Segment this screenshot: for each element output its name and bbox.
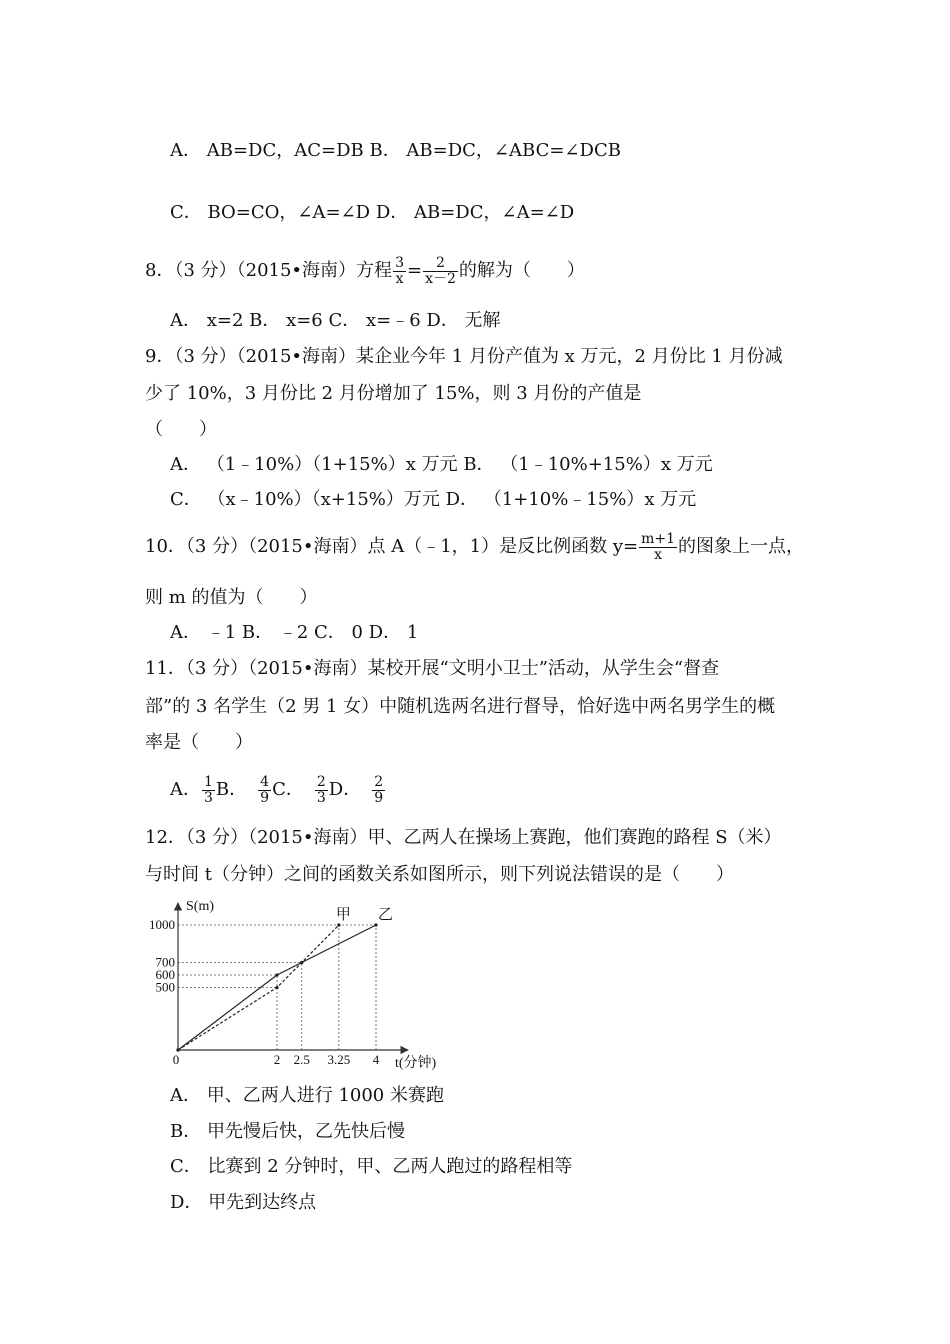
q11-opt-c-num: 2 bbox=[316, 773, 326, 790]
q11-options bbox=[170, 770, 386, 810]
q9-line3: （ ） bbox=[145, 419, 217, 440]
q11-line1: 11．（3 分）（2015•海南）某校开展“文明小卫士”活动，从学生会“督查 bbox=[145, 658, 720, 679]
y-axis-label: S(m) bbox=[186, 899, 214, 914]
q10-options: A． ﹣1 B． ﹣2 C． 0 D． 1 bbox=[170, 622, 419, 643]
q10-fraction bbox=[639, 532, 677, 563]
q10-stem-suffix: 的图象上一点， bbox=[678, 536, 805, 557]
q8-stem-prefix: 8．（3 分）（2015•海南）方程 bbox=[145, 260, 393, 281]
q11-opt-d-num: 2 bbox=[374, 773, 384, 790]
q8-stem bbox=[145, 254, 585, 288]
q12-distance-time-chart bbox=[130, 895, 460, 1075]
q11-opt-c-label: C． bbox=[272, 779, 304, 800]
q11-line2: 部”的 3 名学生（2 男 1 女）中随机选两名进行督导，恰好选中两名男学生的概 bbox=[145, 696, 776, 717]
q8-equals: = bbox=[406, 260, 423, 281]
q9-line2: 少了 10%，3 月份比 2 月份增加了 15%，则 3 月份的产值是 bbox=[145, 383, 642, 404]
q8-stem-suffix: 的解为（ ） bbox=[458, 260, 585, 281]
x-tick-label: 3.25 bbox=[327, 1052, 351, 1067]
x-tick-label: 2.5 bbox=[293, 1052, 310, 1067]
q12-option-b: B． 甲先慢后快，乙先快后慢 bbox=[170, 1121, 405, 1142]
q10-line2: 则 m 的值为（ ） bbox=[145, 587, 318, 608]
x-tick-label: 2 bbox=[273, 1052, 281, 1067]
q10-frac-num: m+1 bbox=[641, 530, 676, 547]
q8-fraction-1 bbox=[393, 256, 406, 287]
q7-options-ab: A． AB=DC，AC=DB B． AB=DC，∠ABC=∠DCB bbox=[170, 140, 621, 161]
x-tick-label: 4 bbox=[372, 1052, 380, 1067]
q12-option-a: A． 甲、乙两人进行 1000 米赛跑 bbox=[170, 1085, 444, 1106]
q12-line2: 与时间 t（分钟）之间的函数关系如图所示，则下列说法错误的是（ ） bbox=[145, 864, 734, 885]
q10-stem-prefix: 10．（3 分）（2015•海南）点 A（﹣1，1）是反比例函数 y= bbox=[145, 536, 639, 557]
q11-opt-a-fraction bbox=[202, 775, 215, 806]
data-point bbox=[275, 973, 278, 976]
data-point bbox=[176, 1048, 179, 1051]
x-tick-label: 0 bbox=[172, 1052, 180, 1067]
y-tick-label: 700 bbox=[155, 954, 175, 970]
q10-stem bbox=[145, 530, 804, 564]
q11-opt-b-fraction bbox=[258, 775, 271, 806]
q8-frac1-num: 3 bbox=[395, 254, 404, 271]
q11-line3: 率是（ ） bbox=[145, 732, 253, 753]
q8-fraction-2 bbox=[423, 256, 458, 287]
data-point bbox=[300, 961, 303, 964]
q12-option-d: D． 甲先到达终点 bbox=[170, 1192, 317, 1213]
q8-frac2-num: 2 bbox=[423, 256, 458, 272]
q9-options-cd: C． （x﹣10%）（x+15%）万元 D． （1+10%﹣15%）x 万元 bbox=[170, 489, 697, 510]
q11-opt-a-den: 3 bbox=[204, 789, 213, 806]
q11-opt-b-num: 4 bbox=[260, 773, 270, 790]
q11-opt-d-den: 9 bbox=[374, 789, 384, 806]
q11-opt-d-fraction bbox=[372, 775, 385, 806]
q11-opt-d-label: D． bbox=[328, 779, 362, 800]
y-tick-label: 500 bbox=[155, 979, 175, 995]
q11-opt-c-fraction bbox=[315, 775, 328, 806]
q11-opt-b-den: 9 bbox=[260, 789, 270, 806]
q12-option-c: C． 比赛到 2 分钟时，甲、乙两人跑过的路程相等 bbox=[170, 1156, 573, 1177]
series-label-yi: 乙 bbox=[378, 907, 394, 923]
q7-options-cd: C． BO=CO，∠A=∠D D． AB=DC，∠A=∠D bbox=[170, 202, 575, 223]
q9-line1: 9．（3 分）（2015•海南）某企业今年 1 月份产值为 x 万元，2 月份比 1 月份减 bbox=[145, 346, 783, 367]
q12-line1: 12．（3 分）（2015•海南）甲、乙两人在操场上赛跑，他们赛跑的路程 S（米） bbox=[145, 827, 782, 848]
y-tick-label: 1000 bbox=[149, 917, 175, 932]
q11-opt-a-num: 1 bbox=[204, 773, 213, 790]
data-point bbox=[337, 923, 340, 926]
q11-opt-a-label: A． bbox=[170, 779, 201, 800]
series-label-jia: 甲 bbox=[335, 907, 351, 923]
q8-frac1-den: x bbox=[395, 270, 404, 287]
q10-frac-den: x bbox=[654, 546, 663, 563]
data-point bbox=[374, 923, 377, 926]
q9-options-ab: A． （1﹣10%）（1+15%）x 万元 B． （1﹣10%+15%）x 万元 bbox=[170, 454, 713, 475]
q8-frac2-den: x－2 bbox=[425, 270, 456, 287]
q11-opt-c-den: 3 bbox=[316, 789, 326, 806]
y-tick-label: 600 bbox=[155, 967, 175, 982]
x-axis-label: t(分钟) bbox=[395, 1056, 437, 1071]
q11-opt-b-label: B． bbox=[215, 779, 248, 800]
q8-options: A． x=2 B． x=6 C． x=﹣6 D． 无解 bbox=[170, 310, 501, 331]
data-point bbox=[275, 986, 278, 989]
